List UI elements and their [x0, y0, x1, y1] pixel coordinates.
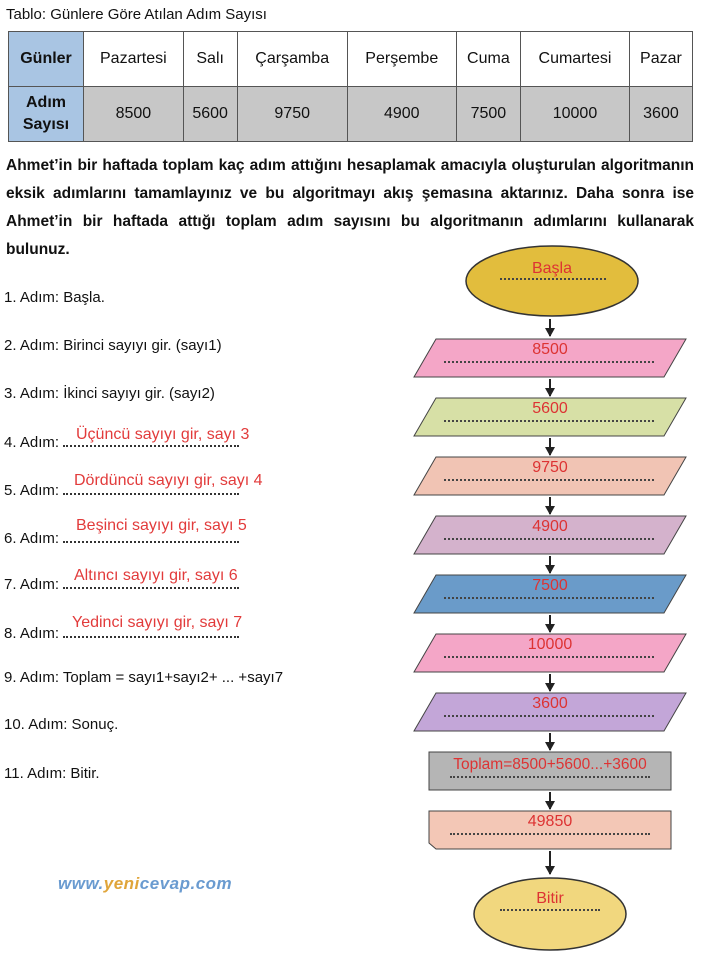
step-label: 6. Adım:: [4, 530, 60, 547]
watermark-www: www.: [58, 874, 104, 893]
answer-step-7: Altıncı sayıyı gir, sayı 6: [74, 567, 238, 584]
steps-table: [8, 31, 693, 142]
algorithm-step-2: 2. Adım: Birinci sayıyı gir. (sayı1): [4, 337, 222, 354]
input-4: [412, 515, 688, 555]
watermark-yeni: yeni: [103, 874, 140, 893]
watermark-cevap: cevap: [139, 874, 191, 893]
answer-step-6: Beşinci sayıyı gir, sayı 5: [76, 517, 247, 534]
answer-blank: [500, 278, 606, 280]
answer-step-5: Dördüncü sayıyı gir, sayı 4: [74, 472, 263, 489]
day-cell: Pazar: [629, 32, 692, 87]
row-header-days: Günler: [9, 32, 84, 87]
input-6: [412, 633, 688, 673]
row-header-steps: Adım Sayısı: [9, 87, 84, 142]
table-caption: Tablo: Günlere Göre Atılan Adım Sayısı: [6, 6, 267, 23]
step-count-cell: 10000: [521, 87, 630, 142]
answer-step-8: Yedinci sayıyı gir, sayı 7: [72, 614, 243, 631]
flow-arrow: [549, 319, 551, 336]
step-count-cell: 5600: [183, 87, 237, 142]
answer-blank: [444, 597, 654, 599]
input-value: 8500: [532, 341, 568, 358]
flow-arrow: [549, 556, 551, 573]
steps-row: [9, 87, 693, 142]
answer-blank: [500, 909, 600, 911]
flow-arrow: [549, 792, 551, 809]
output-box: [428, 810, 672, 850]
day-cell: Çarşamba: [237, 32, 347, 87]
answer-blank: [444, 715, 654, 717]
input-value: 9750: [532, 459, 568, 476]
days-row: [9, 32, 693, 87]
answer-step-4: Üçüncü sayıyı gir, sayı 3: [76, 426, 250, 443]
day-cell: Cuma: [456, 32, 520, 87]
input-2: [412, 397, 688, 437]
step-count-cell: 7500: [456, 87, 520, 142]
step-count-cell: 4900: [347, 87, 456, 142]
end-terminal: [472, 876, 628, 952]
step-label: 5. Adım:: [4, 482, 60, 499]
flow-arrow: [549, 379, 551, 396]
answer-blank: [444, 656, 654, 658]
answer-blank: [450, 776, 650, 778]
flow-arrow: [549, 497, 551, 514]
day-cell: Perşembe: [347, 32, 456, 87]
process-text: Toplam=8500+5600...+3600: [453, 756, 647, 773]
input-7: [412, 692, 688, 732]
answer-blank: [444, 538, 654, 540]
day-cell: Pazartesi: [84, 32, 184, 87]
algorithm-step-1: 1. Adım: Başla.: [4, 289, 105, 306]
flow-arrow: [549, 851, 551, 874]
answer-blank: [444, 361, 654, 363]
step-label: 4. Adım:: [4, 434, 60, 451]
algorithm-step-11: 11. Adım: Bitir.: [4, 765, 100, 782]
algorithm-step-10: 10. Adım: Sonuç.: [4, 716, 119, 733]
answer-blank: [444, 420, 654, 422]
step-label: 8. Adım:: [4, 625, 60, 642]
input-1: [412, 338, 688, 378]
algorithm-step-9: 9. Adım: Toplam = sayı1+sayı2+ ... +sayı7: [4, 669, 284, 686]
input-value: 7500: [532, 577, 568, 594]
step-count-cell: 3600: [629, 87, 692, 142]
step-label: 7. Adım:: [4, 576, 60, 593]
answer-blank: [444, 479, 654, 481]
input-value: 4900: [532, 518, 568, 535]
watermark-logo: [58, 874, 232, 894]
flow-arrow: [549, 438, 551, 455]
watermark-com: .com: [190, 874, 233, 893]
start-oval-shape: [464, 244, 640, 318]
process-box: [428, 751, 672, 791]
input-value: 5600: [532, 400, 568, 417]
input-value: 3600: [532, 695, 568, 712]
end-oval-shape: [472, 876, 628, 952]
end-text: Bitir: [536, 890, 564, 907]
flow-arrow: [549, 733, 551, 750]
start-terminal: [464, 244, 640, 318]
input-5: [412, 574, 688, 614]
day-cell: Cumartesi: [521, 32, 630, 87]
output-text: 49850: [527, 813, 573, 830]
step-count-cell: 8500: [84, 87, 184, 142]
flow-arrow: [549, 674, 551, 691]
flow-arrow: [549, 615, 551, 632]
input-3: [412, 456, 688, 496]
step-count-cell: 9750: [237, 87, 347, 142]
day-cell: Salı: [183, 32, 237, 87]
input-value: 10000: [527, 636, 573, 653]
start-text: Başla: [531, 260, 573, 277]
algorithm-step-3: 3. Adım: İkinci sayıyı gir. (sayı2): [4, 385, 215, 402]
question-text: Ahmet’in bir haftada toplam kaç adım attığını hesaplamak amacıyla oluşturulan algoritmanın eksik adımlarını tamamlayınız ve bu algoritmayı akış şemasına aktarınız. Daha sonra ise Ahmet’in bir haftada attığı toplam adım sayısını bu algoritmanın adımlarını kullanarak bulunuz.: [6, 157, 694, 258]
answer-blank: [450, 833, 650, 835]
